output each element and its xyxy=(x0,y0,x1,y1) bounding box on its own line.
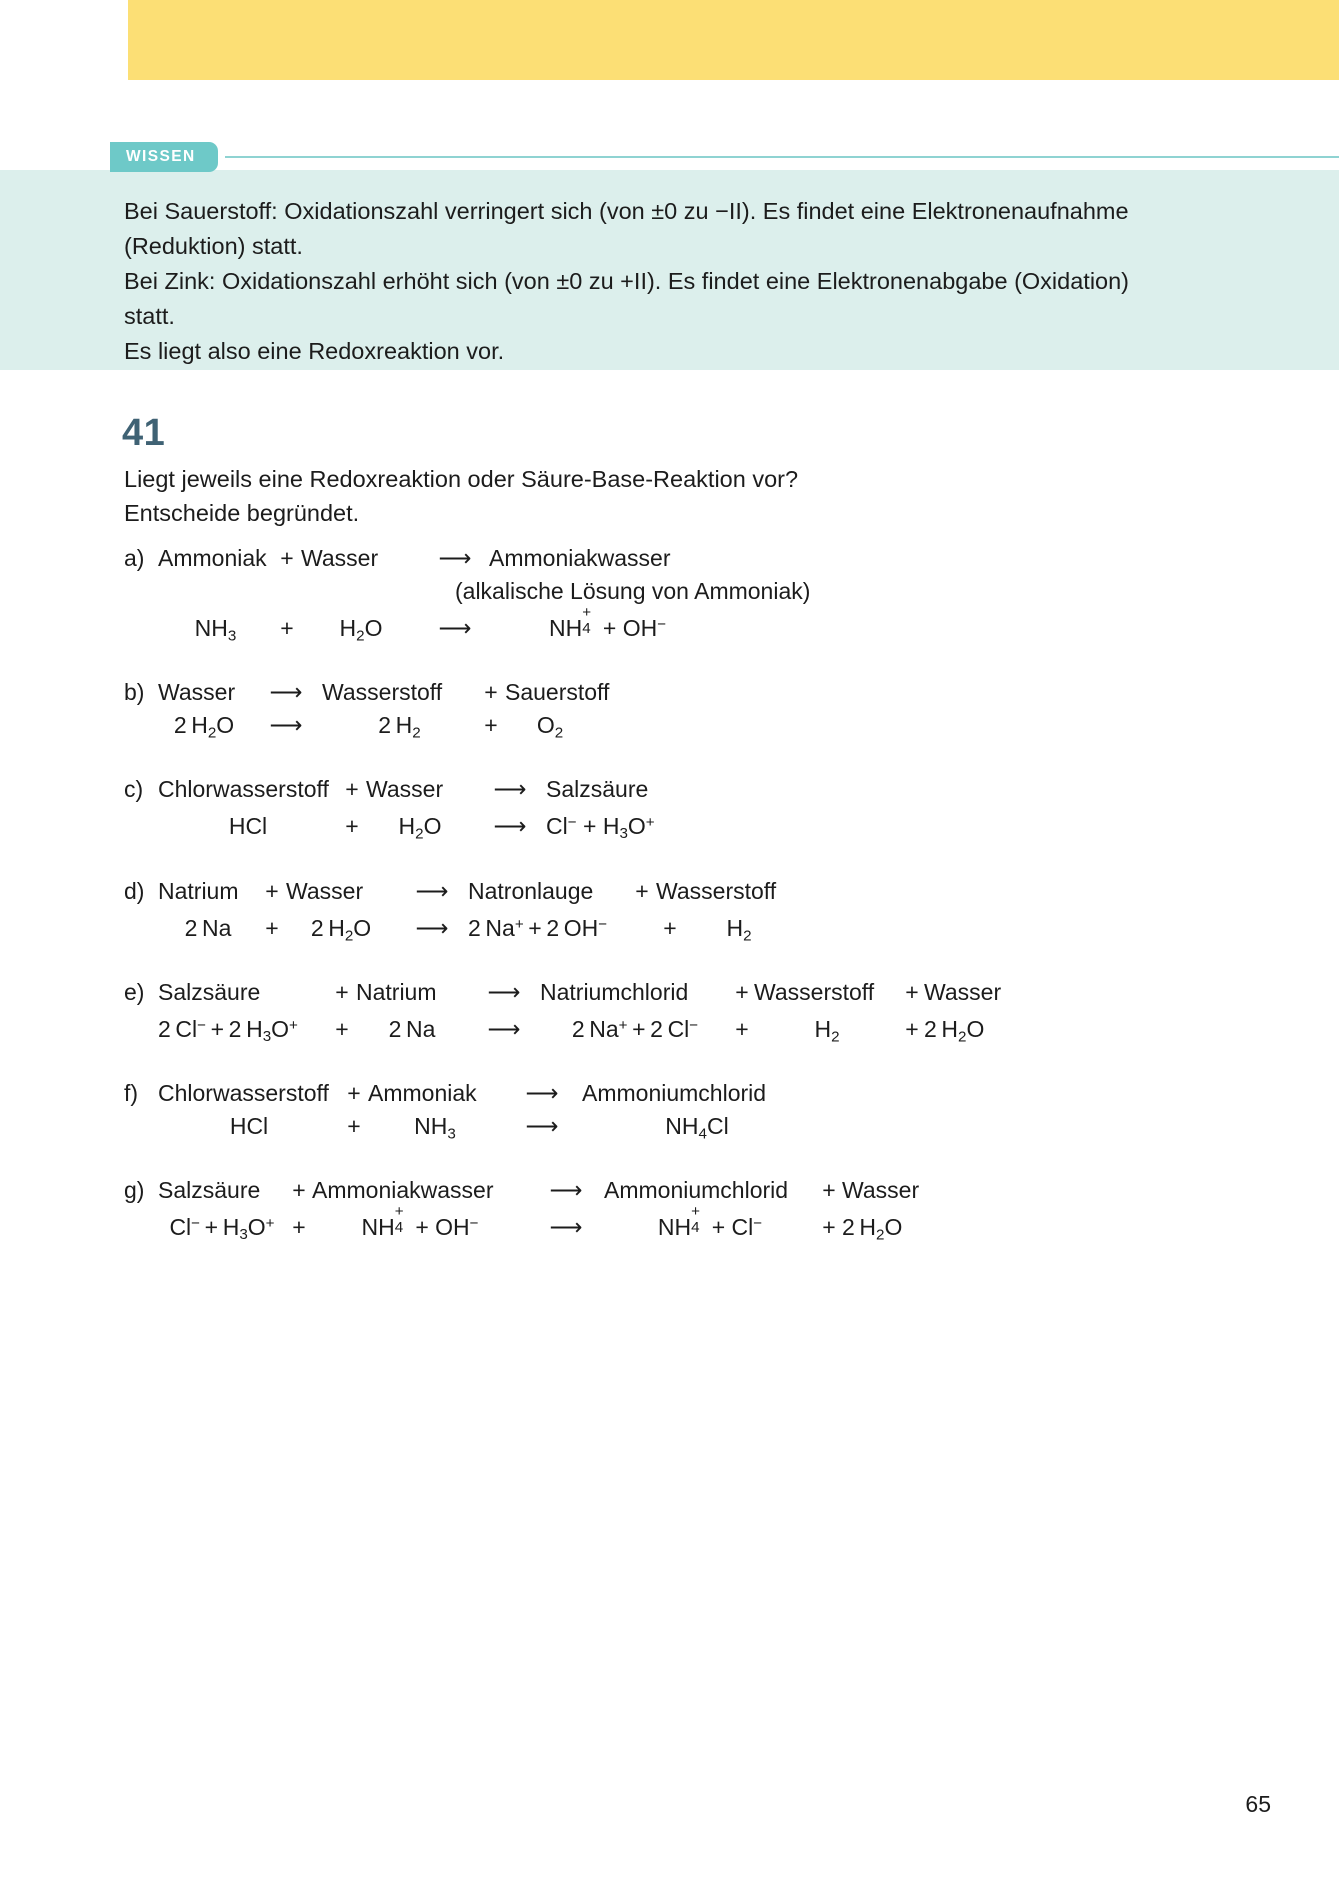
e-cl-sup: − xyxy=(197,1016,207,1034)
d-arrow-icon: ⟶ xyxy=(415,877,449,904)
d-oh-sup: − xyxy=(598,915,608,933)
e-h2-sub: 2 xyxy=(831,1028,840,1046)
c-h3o-h: H xyxy=(602,813,620,840)
g-formula-acid xyxy=(158,1207,286,1251)
b-formula-2h2o xyxy=(158,709,250,749)
e-h3o-sub: 3 xyxy=(262,1028,272,1046)
d-plus-1: + xyxy=(265,877,279,904)
a-formula-products xyxy=(549,604,667,645)
g-h2o-sub: 2 xyxy=(876,1226,885,1244)
d-formula-products-ionic xyxy=(468,908,656,945)
equation-item-g xyxy=(124,1174,1299,1251)
e-formula-2h2o xyxy=(924,1013,984,1053)
item-label-g: g) xyxy=(124,1177,145,1204)
d-h2-sub: 2 xyxy=(743,926,752,944)
equation-a-formula xyxy=(124,604,1299,652)
equation-list xyxy=(124,542,1299,1276)
exercise-number: 41 xyxy=(122,412,166,454)
g-nh4r-charge-stack xyxy=(691,1203,705,1237)
item-label-b: b) xyxy=(124,679,145,706)
equation-c-formula xyxy=(124,806,1299,850)
g-nh4r-sub: 4 xyxy=(691,1219,700,1237)
g-salt-plus: + xyxy=(711,1214,726,1241)
c-arrow-icon: ⟶ xyxy=(493,776,527,803)
d-formula-2h2o xyxy=(286,912,396,952)
a-formula-arrow-icon: ⟶ xyxy=(438,614,472,641)
c-formula-products xyxy=(546,806,655,850)
d-formula-arrow-icon: ⟶ xyxy=(415,914,449,941)
e-formula-plus-3: + xyxy=(905,1015,919,1042)
equation-item-d xyxy=(124,875,1299,952)
e-arrow-icon: ⟶ xyxy=(487,978,521,1005)
e-formula-plus: + xyxy=(335,1015,349,1042)
a-h2o-h: H xyxy=(339,614,357,641)
c-formula-h2o xyxy=(366,810,474,850)
a-formula-nh3 xyxy=(158,612,273,652)
b-formula-o2 xyxy=(505,709,595,749)
a-h2o-o: O xyxy=(364,614,383,641)
b-h2o-coef: 2 xyxy=(173,712,187,739)
wissen-box xyxy=(0,170,1339,370)
e-h2o-coef: 2 xyxy=(924,1015,937,1042)
g-h3o-o: O xyxy=(247,1214,266,1241)
equation-b-formula xyxy=(124,709,1299,749)
d-h2o-coef: 2 xyxy=(310,914,324,941)
g-formula-salt xyxy=(604,1203,816,1244)
d-h2o-sub: 2 xyxy=(344,926,354,944)
f-nh4cl-nh: NH xyxy=(665,1113,699,1140)
e-plus-1: + xyxy=(335,978,349,1005)
g-acid-plus: + xyxy=(204,1214,219,1241)
e-formula-plus-2: + xyxy=(735,1015,749,1042)
g-plus-1: + xyxy=(292,1177,306,1204)
e-product-2: Wasserstoff xyxy=(754,978,875,1005)
c-reactant-1: Chlorwasserstoff xyxy=(158,776,329,803)
g-nh4-base: NH xyxy=(361,1214,395,1241)
g-nh4r-sup: + xyxy=(691,1203,700,1221)
b-formula-arrow-icon: ⟶ xyxy=(269,712,303,739)
f-plus-1: + xyxy=(347,1080,361,1107)
a-nh3-base: NH xyxy=(194,614,228,641)
g-cl-base: Cl xyxy=(169,1214,192,1241)
equation-g-formula xyxy=(124,1203,1299,1251)
g-h3o-sub: 3 xyxy=(239,1226,248,1244)
d-formula-plus: + xyxy=(265,914,279,941)
g-base-plus-wrap xyxy=(409,1214,435,1240)
equation-a-note-line xyxy=(124,575,1299,608)
d-ionic-plus-sign: + xyxy=(528,914,542,941)
b-h2-coef: 2 xyxy=(378,712,392,739)
b-arrow-icon: ⟶ xyxy=(269,679,303,706)
g-nh4r-base: NH xyxy=(657,1214,692,1241)
b-h2-sub: 2 xyxy=(412,724,421,742)
e-acid-plus: + xyxy=(210,1015,225,1042)
equation-item-f xyxy=(124,1077,1299,1150)
c-formula-arrow-icon: ⟶ xyxy=(493,813,527,840)
equation-f-words xyxy=(124,1077,1299,1110)
d-h2o-h: H xyxy=(328,914,345,941)
item-label-a: a) xyxy=(124,545,145,571)
wissen-rule-line xyxy=(225,156,1339,158)
g-clr-base: Cl xyxy=(731,1214,754,1241)
e-cl-ion-sup: − xyxy=(689,1016,699,1034)
a-product-1: Ammoniakwasser xyxy=(489,545,671,571)
e-plus-2: + xyxy=(735,978,749,1005)
a-nh4-base: NH xyxy=(549,614,583,641)
e-h2o-o: O xyxy=(966,1015,985,1042)
g-h2o-coef: 2 xyxy=(842,1214,855,1241)
exercise-prompt xyxy=(124,462,798,530)
equation-g-words xyxy=(124,1174,1299,1207)
e-h3o-coef: 2 xyxy=(228,1015,242,1042)
g-h3o-h: H xyxy=(222,1214,240,1241)
a-nh4-charge-stack xyxy=(582,604,596,637)
c-cl-base: Cl xyxy=(546,813,568,840)
equation-e-formula xyxy=(124,1009,1299,1053)
e-plus-3: + xyxy=(905,978,919,1005)
equation-item-e xyxy=(124,976,1299,1053)
g-h3o-sup: + xyxy=(265,1215,275,1233)
equation-item-a xyxy=(124,542,1299,652)
d-na-coef: 2 xyxy=(184,914,198,941)
d-h2o-o: O xyxy=(353,914,372,941)
b-formula-plus: + xyxy=(484,712,498,739)
e-cl-coef: 2 xyxy=(158,1015,171,1042)
c-h2o-sub: 2 xyxy=(415,825,424,843)
equation-item-c xyxy=(124,773,1299,850)
d-formula-2na xyxy=(158,912,258,945)
f-nh3-base: NH xyxy=(414,1113,448,1140)
e-h3o-sup: + xyxy=(289,1016,298,1034)
d-ionic-plus xyxy=(524,915,547,941)
e-formula-2na xyxy=(356,1013,468,1046)
e-salt-plus: + xyxy=(632,1015,646,1042)
e-reactant-2: Natrium xyxy=(356,978,437,1005)
c-h2o-h: H xyxy=(398,813,416,840)
b-plus-1: + xyxy=(484,679,498,706)
a-formula-plus: + xyxy=(280,614,294,641)
g-reactant-1: Salzsäure xyxy=(158,1177,261,1204)
d-product-1: Natronlauge xyxy=(468,877,594,904)
c-prod-plus: + xyxy=(583,813,597,840)
wissen-tab-label: WISSEN xyxy=(126,148,196,165)
equation-d-words xyxy=(124,875,1299,908)
b-reactant-1: Wasser xyxy=(158,679,236,706)
e-product-1: Natriumchlorid xyxy=(540,978,689,1005)
e-formula-h2 xyxy=(754,1013,900,1053)
g-formula-arrow-icon: ⟶ xyxy=(549,1214,583,1241)
b-o2-base: O xyxy=(536,712,555,739)
a-plus-1: + xyxy=(280,545,294,571)
f-formula-nh3 xyxy=(368,1110,502,1150)
a-arrow-icon: ⟶ xyxy=(438,545,472,571)
f-reactant-2: Ammoniak xyxy=(368,1080,477,1107)
d-na-ion-coef: 2 xyxy=(468,914,481,941)
a-oh-sup: − xyxy=(657,616,667,633)
exercise-prompt-line-1: Liegt jeweils eine Redoxreaktion oder Säure-Base-Reaktion vor? xyxy=(124,466,799,492)
e-product-3: Wasser xyxy=(924,978,1002,1005)
b-h2o-h: H xyxy=(191,712,208,739)
c-formula-hcl: HCl xyxy=(228,813,268,840)
d-na-base: Na xyxy=(202,914,232,941)
d-product-2: Wasserstoff xyxy=(656,877,777,904)
a-h2o-sub: 2 xyxy=(356,627,365,645)
wissen-line-2: Bei Zink: Oxidationszahl erhöht sich (von ±0 zu +II). Es findet eine Elektronenabgabe (Oxidation) statt. xyxy=(124,268,1130,329)
c-h3o-o: O xyxy=(627,813,646,840)
f-nh3-sub: 3 xyxy=(447,1125,456,1143)
c-h2o-o: O xyxy=(423,813,442,840)
equation-e-words xyxy=(124,976,1299,1009)
equation-c-words xyxy=(124,773,1299,806)
e-na-coef: 2 xyxy=(388,1015,402,1042)
c-formula-plus: + xyxy=(345,813,359,840)
wissen-body-text xyxy=(124,194,1139,369)
a-reactant-2: Wasser xyxy=(301,545,379,571)
g-formula-plus-2: + xyxy=(822,1214,836,1241)
g-product-1: Ammoniumchlorid xyxy=(604,1177,789,1204)
a-nh4-sup: + xyxy=(582,604,592,622)
g-salt-plus-wrap xyxy=(705,1214,731,1240)
f-formula-plus: + xyxy=(347,1113,361,1140)
equation-f-formula xyxy=(124,1110,1299,1150)
e-h2o-sub: 2 xyxy=(958,1028,967,1046)
wissen-tab xyxy=(110,142,218,172)
d-reactant-2: Wasser xyxy=(286,877,364,904)
d-plus-2: + xyxy=(635,877,649,904)
a-nh3-sub: 3 xyxy=(227,627,237,645)
e-cl-ion-coef: 2 xyxy=(650,1015,663,1042)
f-arrow-icon: ⟶ xyxy=(525,1080,559,1107)
d-formula-h2 xyxy=(684,912,794,952)
item-label-f: f) xyxy=(124,1080,139,1107)
e-formula-acid xyxy=(158,1009,328,1053)
top-yellow-banner xyxy=(128,0,1339,80)
d-h2-base: H xyxy=(726,914,744,941)
equation-d-formula xyxy=(124,908,1299,952)
c-cl-sup: − xyxy=(567,814,577,832)
d-reactant-1: Natrium xyxy=(158,877,239,904)
g-oh-base: OH xyxy=(435,1214,470,1241)
d-oh-coef: 2 xyxy=(546,914,560,941)
c-h3o-sub: 3 xyxy=(619,825,628,843)
g-arrow-icon: ⟶ xyxy=(549,1177,583,1204)
g-h2o-h: H xyxy=(859,1214,877,1241)
e-formula-salt xyxy=(540,1009,730,1046)
equation-item-b xyxy=(124,676,1299,749)
e-na-ion-coef: 2 xyxy=(571,1015,585,1042)
e-h2o-h: H xyxy=(941,1015,959,1042)
e-na-ion-base: Na xyxy=(589,1015,619,1042)
a-formula-h2o xyxy=(301,612,421,652)
a-reactant-1: Ammoniak xyxy=(158,545,267,571)
b-product-2: Sauerstoff xyxy=(505,679,610,706)
a-prod-plus-sign: + xyxy=(602,614,617,641)
g-base-plus: + xyxy=(415,1214,429,1241)
e-cl-base: Cl xyxy=(175,1015,198,1042)
e-h3o-o: O xyxy=(271,1015,290,1042)
g-h2o-o: O xyxy=(884,1214,903,1241)
b-o2-sub: 2 xyxy=(554,724,564,742)
e-cl-ion-base: Cl xyxy=(667,1015,690,1042)
g-clr-sup: − xyxy=(753,1215,763,1233)
item-label-d: d) xyxy=(124,877,145,904)
c-reactant-2: Wasser xyxy=(366,776,444,803)
g-oh-sup: − xyxy=(469,1215,479,1233)
equation-b-words xyxy=(124,676,1299,709)
e-na-ion-sup: + xyxy=(618,1016,628,1034)
a-prod-plus xyxy=(596,615,622,641)
g-reactant-2: Ammoniakwasser xyxy=(312,1177,494,1204)
g-nh4-sub: 4 xyxy=(394,1219,404,1237)
f-reactant-1: Chlorwasserstoff xyxy=(158,1080,329,1107)
d-na-ion-sup: + xyxy=(514,915,524,933)
item-label-e: e) xyxy=(124,978,145,1005)
e-reactant-1: Salzsäure xyxy=(158,978,261,1005)
a-nh4-sub: 4 xyxy=(582,619,591,637)
a-oh-base: OH xyxy=(622,614,658,641)
equation-a-words xyxy=(124,542,1299,575)
b-formula-2h2 xyxy=(322,709,477,749)
g-formula-base xyxy=(312,1203,528,1244)
e-formula-arrow-icon: ⟶ xyxy=(487,1015,521,1042)
f-nh4cl-cl: Cl xyxy=(706,1113,729,1140)
d-na-ion-base: Na xyxy=(485,914,515,941)
d-formula-plus-2: + xyxy=(663,914,677,941)
g-plus-2: + xyxy=(822,1177,836,1204)
a-note: (alkalische Lösung von Ammoniak) xyxy=(455,578,811,604)
b-h2-base: H xyxy=(395,712,413,739)
g-formula-plus: + xyxy=(292,1214,306,1241)
g-formula-2h2o xyxy=(842,1211,902,1251)
f-product-1: Ammoniumchlorid xyxy=(582,1080,767,1107)
e-h2-base: H xyxy=(814,1015,832,1042)
e-h3o-h: H xyxy=(246,1015,263,1042)
f-formula-arrow-icon: ⟶ xyxy=(525,1113,559,1140)
e-na-base: Na xyxy=(406,1015,436,1042)
g-nh4-charge-stack xyxy=(394,1203,409,1237)
f-formula-nh4cl xyxy=(582,1110,812,1150)
b-product-1: Wasserstoff xyxy=(322,679,443,706)
b-h2o-sub: 2 xyxy=(207,724,217,742)
f-formula-hcl: HCl xyxy=(229,1113,269,1140)
d-oh-base: OH xyxy=(563,914,599,941)
b-h2o-o: O xyxy=(216,712,235,739)
wissen-line-1: Bei Sauerstoff: Oxidationszahl verringert sich (von ±0 zu −II). Es findet eine Elektronenaufnahme (Reduktion) statt. xyxy=(124,198,1129,259)
g-cl-sup: − xyxy=(191,1215,201,1233)
item-label-c: c) xyxy=(124,776,144,803)
wissen-line-3: Es liegt also eine Redoxreaktion vor. xyxy=(124,338,505,364)
c-h3o-sup: + xyxy=(645,814,655,832)
exercise-prompt-line-2: Entscheide begründet. xyxy=(124,500,360,526)
f-nh4cl-sub: 4 xyxy=(698,1125,707,1143)
page-number: 65 xyxy=(1245,1791,1271,1817)
g-product-2: Wasser xyxy=(842,1177,920,1204)
c-product-1: Salzsäure xyxy=(546,776,649,803)
c-plus-1: + xyxy=(345,776,359,803)
g-nh4-sup: + xyxy=(394,1203,404,1221)
